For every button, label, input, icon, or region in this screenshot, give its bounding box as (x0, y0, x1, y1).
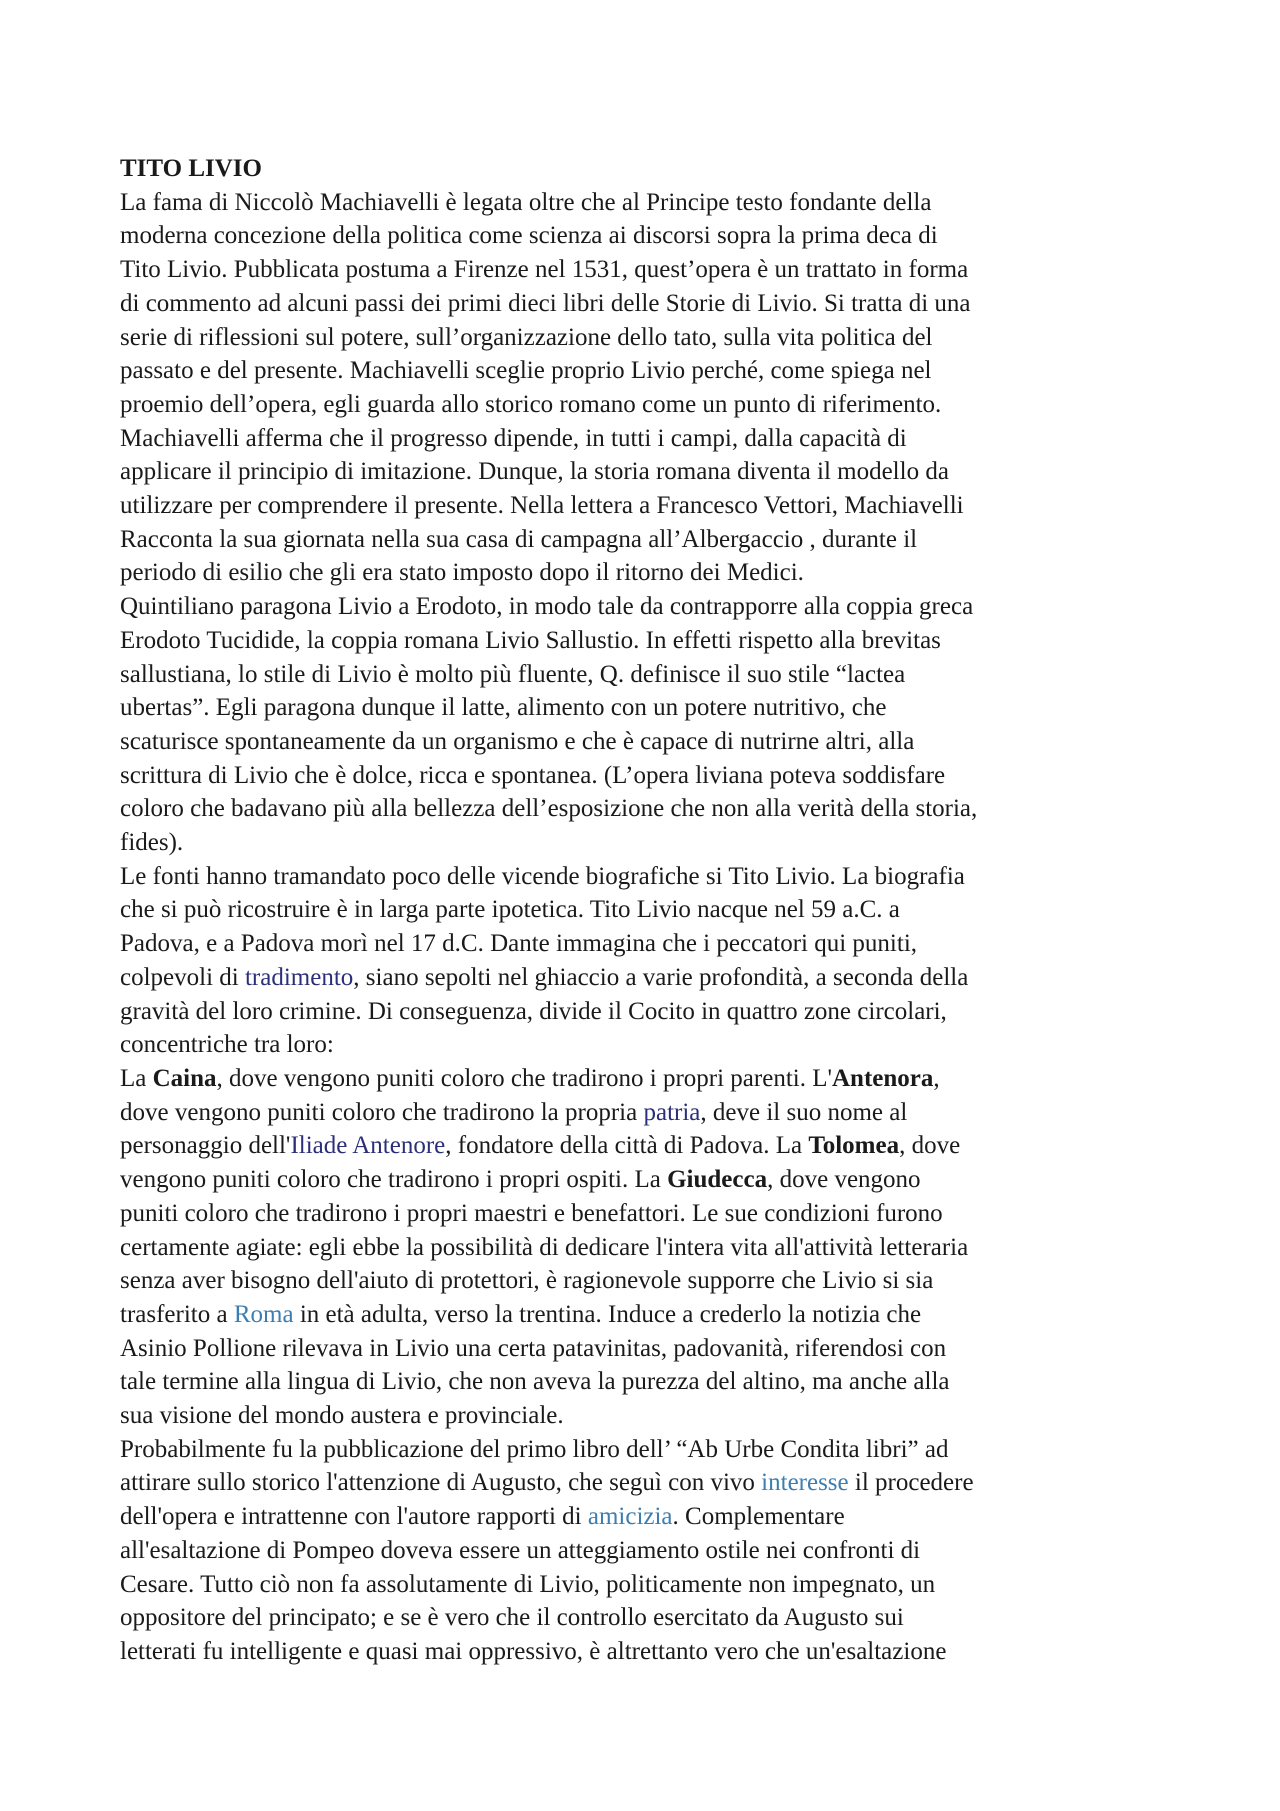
text-line (120, 1096, 1180, 1130)
text-run: in età adulta, verso la trentina. Induce a crederlo la notizia che (293, 1300, 922, 1328)
text-run: personaggio dell' (120, 1132, 291, 1160)
text-line (120, 927, 1180, 961)
text-line (120, 1231, 1180, 1265)
text-line (120, 556, 1180, 590)
text-line (120, 1129, 1180, 1163)
text-link[interactable]: patria (643, 1098, 701, 1126)
text-line (120, 388, 1180, 422)
text-run: sua visione del mondo austera e provinciale. (120, 1402, 564, 1430)
text-line (120, 287, 1180, 321)
text-run: ubertas”. Egli paragona dunque il latte, alimento con un potere nutritivo, che (120, 694, 887, 722)
text-line (120, 523, 1180, 557)
text-run: Tito Livio. Pubblicata postuma a Firenze nel 1531, quest’opera è un trattato in forma (120, 256, 969, 284)
text-line (120, 489, 1180, 523)
text-run: Erodoto Tucidide, la coppia romana Livio Sallustio. In effetti rispetto alla brevitas (120, 626, 941, 654)
text-run: certamente agiate: egli ebbe la possibilità di dedicare l'intera vita all'attività letteraria (120, 1233, 969, 1261)
text-run: , fondatore della città di Padova. La (445, 1132, 809, 1160)
document-text (120, 186, 1180, 1669)
text-run: attirare sullo storico l'attenzione di Augusto, che seguì con vivo (120, 1469, 762, 1497)
text-run: il procedere (848, 1469, 974, 1497)
text-line (120, 1399, 1180, 1433)
text-run: Probabilmente fu la pubblicazione del primo libro dell’ “Ab Urbe Condita libri” ad (120, 1435, 949, 1463)
text-link[interactable]: interesse (761, 1469, 849, 1497)
text-run: fides). (120, 829, 184, 857)
text-run: scrittura di Livio che è dolce, ricca e spontanea. (L’opera liviana poteva soddisfare (120, 761, 946, 789)
document-body (120, 152, 1180, 1669)
text-run: Padova, e a Padova morì nel 17 d.C. Dante immagina che i peccatori qui puniti, (120, 930, 918, 958)
text-run: senza aver bisogno dell'aiuto di protettori, è ragionevole supporre che Livio si sia (120, 1267, 934, 1295)
text-run: applicare il principio di imitazione. Dunque, la storia romana diventa il modello da (120, 458, 949, 486)
text-line (120, 995, 1180, 1029)
text-run: serie di riflessioni sul potere, sull’organizzazione dello tato, sulla vita politica del (120, 323, 933, 351)
text-line (120, 1264, 1180, 1298)
text-run: colpevoli di (120, 963, 245, 991)
text-run: periodo di esilio che gli era stato imposto dopo il ritorno dei Medici. (120, 559, 804, 587)
text-run: Asinio Pollione rilevava in Livio una certa patavinitas, padovanità, riferendosi con (120, 1334, 947, 1362)
text-run: che si può ricostruire è in larga parte ipotetica. Tito Livio nacque nel 59 a.C. a (120, 896, 900, 924)
text-run: letterati fu intelligente e quasi mai oppressivo, è altrettanto vero che un'esaltazione (120, 1637, 947, 1665)
text-line (120, 792, 1180, 826)
text-line (120, 1062, 1180, 1096)
text-line (120, 1365, 1180, 1399)
text-link[interactable]: Antenore (352, 1132, 446, 1160)
text-line (120, 1466, 1180, 1500)
text-run: , siano sepolti nel ghiaccio a varie profondità, a seconda della (353, 963, 969, 991)
text-run: trasferito a (120, 1300, 234, 1328)
bold-term: Caina (152, 1064, 217, 1092)
text-run: Le fonti hanno tramandato poco delle vicende biografiche si Tito Livio. La biografia (120, 862, 965, 890)
text-line (120, 590, 1180, 624)
bold-term: Giudecca (667, 1166, 768, 1194)
text-line (120, 186, 1180, 220)
text-run: vengono puniti coloro che tradirono i propri ospiti. La (120, 1166, 668, 1194)
text-run: La fama di Niccolò Machiavelli è legata oltre che al Principe testo fondante della (120, 188, 932, 216)
text-run: La (120, 1064, 153, 1092)
text-run: gravità del loro crimine. Di conseguenza, divide il Cocito in quattro zone circolari, (120, 997, 947, 1025)
text-line (120, 1028, 1180, 1062)
text-run: passato e del presente. Machiavelli sceglie proprio Livio perché, come spiega nel (120, 357, 932, 385)
text-line (120, 1500, 1180, 1534)
text-line (120, 253, 1180, 287)
text-run: Racconta la sua giornata nella sua casa di campagna all’Albergaccio , durante il (120, 525, 918, 553)
text-run: all'esaltazione di Pompeo doveva essere un atteggiamento ostile nei confronti di (120, 1536, 921, 1564)
bold-term: Antenora (832, 1064, 934, 1092)
text-line (120, 354, 1180, 388)
text-line (120, 860, 1180, 894)
text-line (120, 1163, 1180, 1197)
text-line (120, 691, 1180, 725)
text-run: concentriche tra loro: (120, 1031, 334, 1059)
text-line (120, 1635, 1180, 1669)
text-line (120, 725, 1180, 759)
text-line (120, 422, 1180, 456)
text-run: , dove vengono puniti coloro che tradirono i propri parenti. L' (216, 1064, 832, 1092)
text-run: scaturisce spontaneamente da un organismo e che è capace di nutrirne altri, alla (120, 727, 915, 755)
document-title: TITO LIVIO (120, 155, 262, 182)
text-run: Cesare. Tutto ciò non fa assolutamente di Livio, politicamente non impegnato, un (120, 1570, 936, 1598)
text-run: Machiavelli afferma che il progresso dipende, in tutti i campi, dalla capacità di (120, 424, 907, 452)
text-link[interactable]: tradimento (244, 963, 354, 991)
text-line (120, 321, 1180, 355)
text-line (120, 893, 1180, 927)
text-run: puniti coloro che tradirono i propri maestri e benefattori. Le sue condizioni furono (120, 1199, 943, 1227)
text-run: dove vengono puniti coloro che tradirono la propria (120, 1098, 644, 1126)
text-link[interactable]: Roma (233, 1300, 294, 1328)
text-run: moderna concezione della politica come scienza ai discorsi sopra la prima deca di (120, 222, 938, 250)
text-run: utilizzare per comprendere il presente. Nella lettera a Francesco Vettori, Machiavelli (120, 492, 964, 520)
text-run: coloro che badavano più alla bellezza dell’esposizione che non alla verità della storia, (120, 795, 978, 823)
text-run: . Complementare (672, 1503, 845, 1531)
text-run: proemio dell’opera, egli guarda allo storico romano come un punto di riferimento. (120, 390, 942, 418)
text-run: sallustiana, lo stile di Livio è molto più fluente, Q. definisce il suo stile “lactea (120, 660, 906, 688)
text-run: dell'opera e intrattenne con l'autore rapporti di (120, 1503, 588, 1531)
text-line (120, 658, 1180, 692)
text-run: , deve il suo nome al (700, 1098, 908, 1126)
text-run: Quintiliano paragona Livio a Erodoto, in modo tale da contrapporre alla coppia greca (120, 593, 974, 621)
text-run: di commento ad alcuni passi dei primi dieci libri delle Storie di Livio. Si tratta di una (120, 289, 971, 317)
text-line (120, 759, 1180, 793)
text-run: , dove (899, 1132, 961, 1160)
text-line (120, 1332, 1180, 1366)
text-line (120, 826, 1180, 860)
text-line (120, 455, 1180, 489)
text-link[interactable]: amicizia (587, 1503, 673, 1531)
text-line (120, 1197, 1180, 1231)
bold-term: Tolomea (808, 1132, 900, 1160)
text-line (120, 219, 1180, 253)
text-run: oppositore del principato; e se è vero che il controllo esercitato da Augusto sui (120, 1604, 904, 1632)
text-line (120, 1534, 1180, 1568)
text-line (120, 1568, 1180, 1602)
text-line (120, 624, 1180, 658)
text-run: , (933, 1064, 940, 1092)
text-line (120, 1433, 1180, 1467)
text-run: tale termine alla lingua di Livio, che non aveva la purezza del altino, ma anche alla (120, 1368, 950, 1396)
text-line (120, 1601, 1180, 1635)
text-line (120, 961, 1180, 995)
text-link[interactable]: Iliade (290, 1132, 348, 1160)
text-line (120, 1298, 1180, 1332)
text-run: , dove vengono (767, 1166, 921, 1194)
